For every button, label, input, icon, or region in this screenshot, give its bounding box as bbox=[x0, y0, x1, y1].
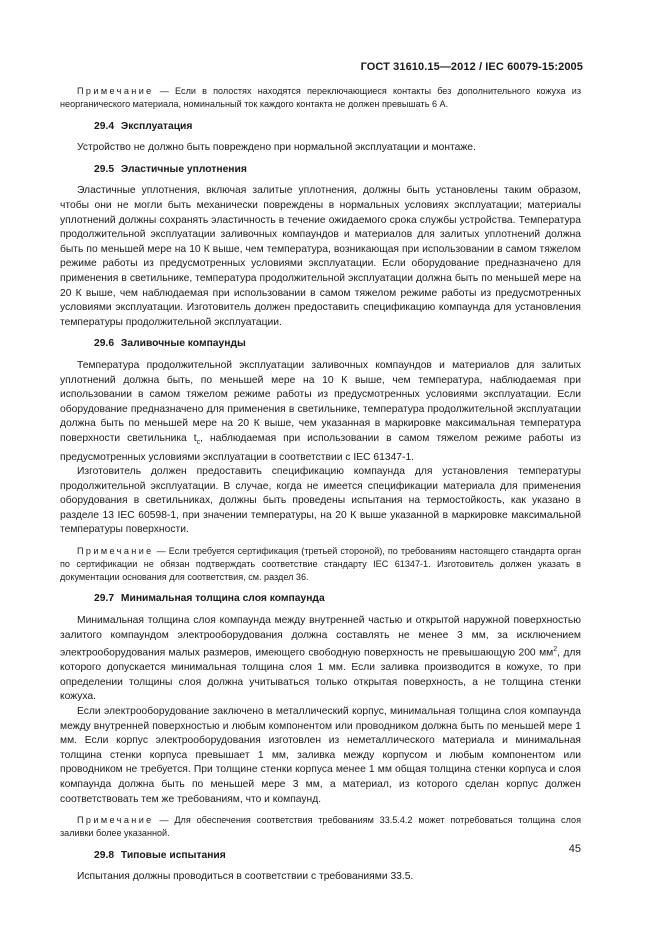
paragraph: Если электрооборудование заключено в металлический корпус, минимальная толщина слоя компаунда между внутренней поверхностью и любым компонентом или проводником должна быть по меньшей мере 1 мм. Если корпус электрооборудования изготовлен из неметаллического материала и минимальная толщина стенки корпуса превышает 1 мм, заливка между корпусом и любым компонентом или проводником не требуется. При толщине стенки корпуса менее 1 мм общая толщина стенки корпуса и слоя компаунда должна быть по меньшей мере 3 мм, а материал, из которого сделан корпус должен соответствовать тем же требованиям, что и компаунд. bbox=[60, 706, 581, 805]
note-thickness bbox=[60, 814, 581, 840]
paragraph: Минимальная толщина слоя компаунда между внутренней частью и открытой наружной поверхностью залитого компаундом электрооборудования должна составлять не менее 3 мм, за исключением электрооборудования малых размеров, имеющего свободную поверхность не превышающую 200 $мм^2$, для которого допускается минимальная толщина слоя 1 мм. Если заливка производится в кожухе, то при определении толщины слоя должна учитываться только открытая поверхность, а не толщина стенки кожуха. bbox=[60, 615, 581, 703]
note-text: — Для обеспечения соответствия требованиям 33.5.4.2 может потребоваться толщина слоя заливки более указанной. bbox=[60, 815, 581, 838]
paragraph: Температура продолжительной эксплуатации заливочных компаундов и материалов для залитых уплотнений должна быть, по меньшей мере на 10 К выше, чем температура, наблюдаемая при использовании в самом тяжелом режиме работы из предусмотренных условиями эксплуатации. Если оборудование предназначено для применения в светильнике, температура продолжительной эксплуатации должна быть по меньшей мере на 20 К выше, чем указанная в маркировке максимальная температура поверхности светильника $t_c$, наблюдаемая при использовании в самом тяжелом режиме работы из предусмотренных условиями эксплуатации в соответствии с IEC 61347-1. bbox=[60, 359, 581, 463]
paragraph: Изготовитель должен предоставить спецификацию компаунда для установления температуры продолжительной эксплуатации. В случае, когда не имеется спецификации материала для применения оборудования в светильниках, должны быть проведены испытания на термостойкость, как указано в разделе 13 IEC 60598-1, при значении температуры, на 20 К выше указанной в маркировке максимальной температуры поверхности. bbox=[60, 466, 581, 536]
note-label: Примечание bbox=[77, 815, 154, 826]
section-heading-29-5 bbox=[60, 163, 581, 178]
section-number: 29.4 bbox=[94, 120, 115, 132]
section-title: Минимальная толщина слоя компаунда bbox=[120, 593, 325, 605]
page-number: 45 bbox=[568, 843, 581, 855]
note-text: — Если требуется сертификация (третьей стороной), по требованиям настоящего стандарта орган по сертификации не обязан подтверждать соответствие стандарту IEC 61347-1. Изготовитель должен указать в документации основания для соответствия, см. раздел 36. bbox=[60, 546, 581, 582]
section-title: Эксплуатация bbox=[120, 120, 193, 132]
note-label: Примечание bbox=[77, 86, 154, 96]
section-heading-29-4 bbox=[60, 120, 581, 135]
paragraph: Эластичные уплотнения, включая залитые уплотнения, должны быть установлены таким образом, чтобы они не могли быть механически повреждены в нормальных условиях эксплуатации; материалы уплотнений должны сохранять эластичность в течение ожидаемого срока службы устройства. Температура продолжительной эксплуатации заливочных компаундов и материалов для залитых уплотнений должна быть по меньшей мере на 10 К выше, чем температура, возникающая при использовании в самом тяжелом режиме работы из предусмотренных условиями эксплуатации. Если оборудование предназначено для применения в светильнике, температура продолжительной эксплуатации должна быть по меньшей мере на 20 К выше, чем наблюдаемая при использовании в самом тяжелом режиме работы из предусмотренных условиями эксплуатации. Изготовитель должен предоставить спецификацию компаунда для установления температуры продолжительной эксплуатации. bbox=[60, 185, 581, 328]
note-text: — Если в полостях находятся переключающиеся контакты без дополнительного кожуха из неорганического материала, номинальный ток каждого контакта не должен превышать 6 А. bbox=[60, 86, 581, 109]
paragraph: Испытания должны проводиться в соответствии с требованиями 33.5. bbox=[77, 871, 414, 883]
superscript: 2 bbox=[553, 646, 558, 654]
paragraph: Устройство не должно быть повреждено при нормальной эксплуатации и монтаже. bbox=[77, 142, 476, 154]
section-number: 29.6 bbox=[94, 338, 115, 350]
section-title: Заливочные компаунды bbox=[120, 338, 246, 350]
section-heading-29-6 bbox=[60, 337, 581, 352]
section-number: 29.5 bbox=[94, 163, 115, 175]
note-certification bbox=[60, 545, 581, 583]
section-title: Эластичные уплотнения bbox=[120, 163, 247, 175]
note-label: Примечание bbox=[77, 546, 154, 557]
section-number: 29.8 bbox=[94, 849, 115, 861]
section-heading-29-7 bbox=[60, 592, 581, 607]
section-heading-29-8 bbox=[60, 849, 581, 864]
section-number: 29.7 bbox=[94, 593, 115, 605]
page-content bbox=[60, 85, 581, 885]
note-contacts bbox=[60, 85, 581, 111]
standard-header: ГОСТ 31610.15—2012 / IEC 60079-15:2005 bbox=[360, 61, 583, 73]
section-title: Типовые испытания bbox=[120, 849, 226, 861]
subscript: c bbox=[196, 438, 201, 446]
